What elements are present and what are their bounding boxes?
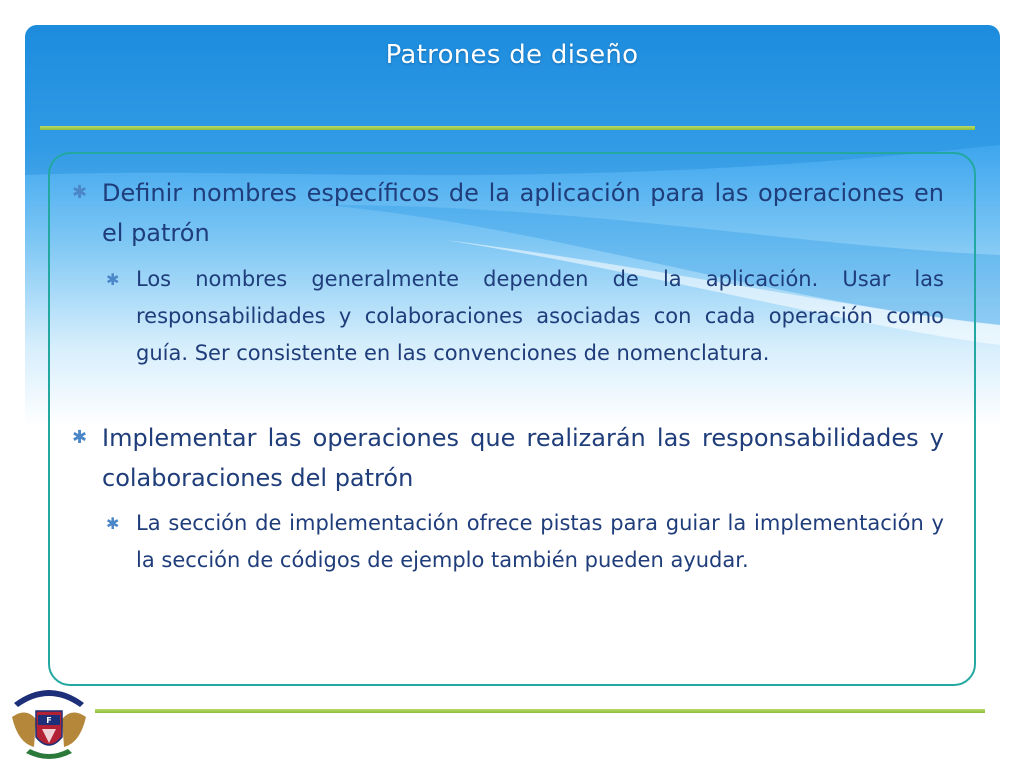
top-divider	[40, 126, 975, 130]
bullet-star-icon: ✱	[106, 514, 120, 533]
logo-letter: F	[46, 716, 52, 725]
sub-bullet-item-2	[106, 505, 944, 579]
sub-bullet-text: Los nombres generalmente dependen de la aplicación. Usar las responsabilidades y colaboraciones asociadas con cada operación como guía. Ser consistente en las convenciones de nomenclatura.	[136, 267, 944, 365]
bullet-star-icon: ✱	[106, 270, 120, 289]
faculty-logo	[8, 677, 90, 765]
bullet-star-icon: ✱	[72, 182, 88, 203]
bullet-text: Definir nombres específicos de la aplicación para las operaciones en el patrón	[102, 179, 944, 247]
bullet-item-2	[72, 418, 944, 498]
sub-bullet-text: La sección de implementación ofrece pistas para guiar la implementación y la sección de códigos de ejemplo también pueden ayudar.	[136, 511, 944, 572]
slide-title: Patrones de diseño	[385, 40, 639, 70]
sub-bullet-item-1	[106, 261, 944, 372]
logo-arc-text: INGENIERIA	[16, 682, 82, 701]
bottom-divider	[95, 709, 985, 713]
bullet-item-1	[72, 173, 944, 253]
bullet-text: Implementar las operaciones que realizarán las responsabilidades y colaboraciones del patrón	[102, 424, 944, 492]
bullet-star-icon: ✱	[72, 427, 88, 448]
